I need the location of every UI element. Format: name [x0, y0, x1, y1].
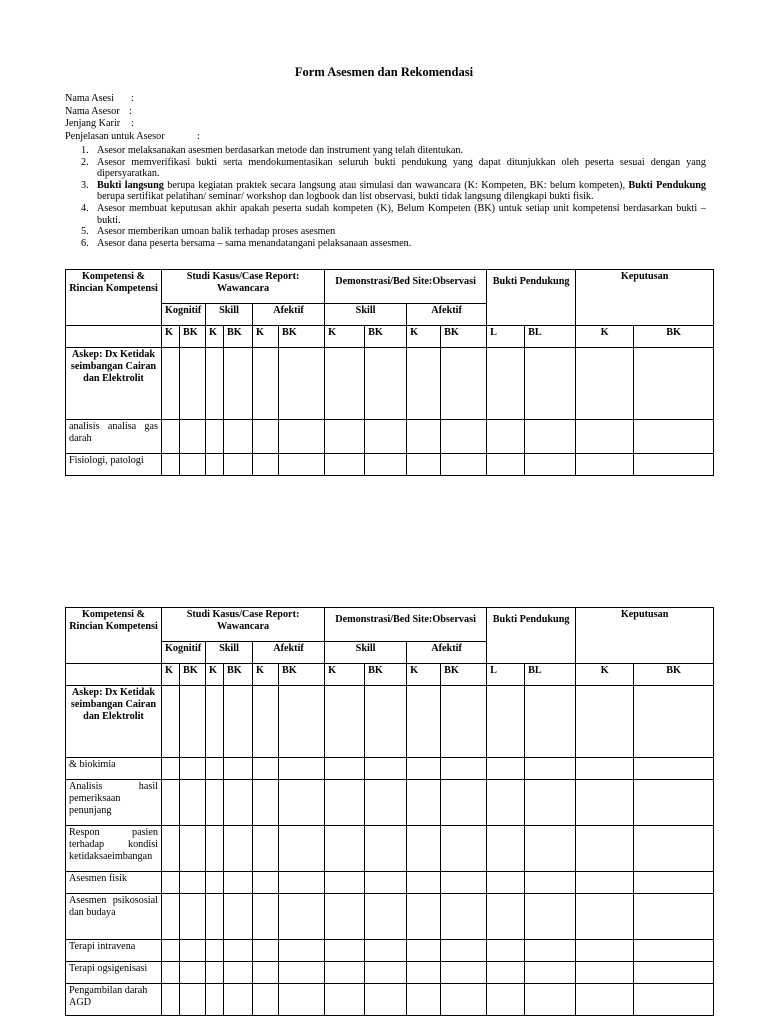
score-cell [365, 894, 407, 940]
score-cell [279, 454, 325, 476]
kognitif-header: Kognitif [162, 304, 206, 326]
instructions-list [81, 145, 706, 249]
k-header: K [407, 664, 441, 686]
competency-label: Terapi intravena [66, 940, 162, 962]
score-cell [325, 454, 365, 476]
table-row [66, 872, 714, 894]
bk-header: BK [180, 664, 206, 686]
score-cell [253, 420, 279, 454]
competency-label: Respon pasien terhadap kondisi ketidaksaeimbangan [66, 826, 162, 872]
score-cell [253, 686, 279, 758]
competency-label: & biokimia [66, 758, 162, 780]
instruction-item [81, 203, 706, 226]
score-cell [253, 894, 279, 940]
score-cell [487, 962, 525, 984]
empty-cell [66, 326, 162, 348]
score-cell [441, 348, 487, 420]
score-cell [162, 686, 180, 758]
score-cell [224, 872, 253, 894]
identity-block [65, 93, 200, 143]
score-cell [325, 348, 365, 420]
score-cell [487, 758, 525, 780]
score-cell [487, 348, 525, 420]
score-cell [180, 894, 206, 940]
score-cell [407, 780, 441, 826]
penjelasan-label: Penjelasan untuk Asesor [65, 130, 165, 142]
header-row [66, 270, 714, 304]
score-cell [206, 872, 224, 894]
k-header: K [162, 664, 180, 686]
k-header: K [576, 326, 634, 348]
instruction-text: Asesor dana peserta bersama – sama menandatangani pelaksanaan assesmen. [97, 237, 412, 249]
score-cell [365, 826, 407, 872]
k-header: K [325, 664, 365, 686]
score-cell [253, 962, 279, 984]
score-cell [206, 454, 224, 476]
k-header: K [206, 326, 224, 348]
score-cell [407, 826, 441, 872]
score-cell [407, 940, 441, 962]
score-cell [441, 872, 487, 894]
instruction-number: 4. [81, 202, 89, 214]
jenjang-karir-colon: : [131, 118, 134, 130]
score-cell [279, 758, 325, 780]
bl-header: BL [525, 326, 576, 348]
askep-row [66, 348, 714, 420]
competency-label: Asesmen fisik [66, 872, 162, 894]
score-cell [407, 348, 441, 420]
instruction-bold-term: Bukti langsung [97, 179, 164, 191]
score-cell [206, 758, 224, 780]
score-cell [441, 454, 487, 476]
score-cell [180, 872, 206, 894]
table-row [66, 420, 714, 454]
score-cell [162, 758, 180, 780]
assessment-table-2 [65, 607, 714, 1016]
score-cell [253, 758, 279, 780]
penjelasan-colon: : [197, 130, 200, 142]
bukti-pendukung-header: Bukti Pendukung [487, 608, 576, 664]
score-cell [634, 686, 714, 758]
bk-header: BK [180, 326, 206, 348]
score-cell [365, 872, 407, 894]
nama-asesor-label: Nama Asesor [65, 105, 120, 117]
header-row [66, 608, 714, 642]
instruction-number: 6. [81, 237, 89, 249]
competency-label: Pengambilan darah AGD [66, 984, 162, 1016]
score-cell [224, 984, 253, 1016]
score-cell [407, 454, 441, 476]
score-cell [180, 962, 206, 984]
table-row [66, 758, 714, 780]
score-cell [576, 984, 634, 1016]
score-cell [487, 872, 525, 894]
instruction-number: 5. [81, 226, 89, 238]
score-cell [407, 758, 441, 780]
score-cell [441, 894, 487, 940]
score-cell [525, 962, 576, 984]
table-row [66, 984, 714, 1016]
score-cell [365, 758, 407, 780]
score-cell [325, 894, 365, 940]
score-cell [365, 420, 407, 454]
instruction-text: berupa sertifikat pelatihan/ seminar/ workshop dan logbook dan list observasi, bukti tidak langsung dilengkapi bukti fisik. [97, 191, 594, 203]
score-cell [365, 348, 407, 420]
instruction-text: Asesor melaksanakan asesmen berdasarkan metode dan instrument yang telah ditentukan. [97, 145, 464, 156]
score-cell [180, 454, 206, 476]
penjelasan-row [65, 131, 200, 144]
score-cell [206, 962, 224, 984]
bk-header: BK [224, 664, 253, 686]
score-cell [180, 940, 206, 962]
k-header: K [206, 664, 224, 686]
demonstrasi-header: Demonstrasi/Bed Site:Observasi [325, 270, 487, 304]
score-cell [487, 420, 525, 454]
score-cell [224, 962, 253, 984]
score-cell [325, 962, 365, 984]
score-cell [634, 780, 714, 826]
score-cell [325, 826, 365, 872]
score-cell [365, 686, 407, 758]
score-cell [576, 758, 634, 780]
instruction-item [81, 145, 706, 157]
skill-header: Skill [206, 304, 253, 326]
score-cell [487, 894, 525, 940]
l-header: L [487, 664, 525, 686]
instruction-text: Asesor memverifikasi bukti serta mendokumentasikan seluruh bukti pendukung yang dapat ditunjukkan oleh peserta sesuai dengan yang dipersyaratkan. [97, 156, 706, 180]
table-row [66, 962, 714, 984]
score-cell [279, 826, 325, 872]
competency-label: analisis analisa gas darah [66, 420, 162, 454]
score-cell [365, 962, 407, 984]
score-cell [576, 894, 634, 940]
score-cell [365, 454, 407, 476]
score-cell [576, 348, 634, 420]
instruction-text: Asesor membuat keputusan akhir apakah peserta sudah kompeten (K), Belum Kompeten (BK) untuk setiap unit kompetensi berdasarkan bukti – bukti. [97, 202, 706, 226]
score-cell [325, 420, 365, 454]
score-cell [279, 962, 325, 984]
score-cell [206, 780, 224, 826]
score-cell [634, 962, 714, 984]
score-cell [180, 826, 206, 872]
score-cell [224, 348, 253, 420]
score-cell [180, 348, 206, 420]
score-cell [525, 940, 576, 962]
score-cell [525, 894, 576, 940]
score-cell [576, 780, 634, 826]
score-cell [180, 686, 206, 758]
bk-header: BK [224, 326, 253, 348]
score-cell [634, 984, 714, 1016]
instruction-text: Asesor memberikan umoan balik terhadap proses asesmen [97, 226, 336, 238]
afektif-header: Afektif [253, 642, 325, 664]
score-cell [162, 420, 180, 454]
bk-header: BK [365, 664, 407, 686]
nama-asesor-colon: : [129, 105, 132, 117]
score-cell [525, 984, 576, 1016]
instruction-number: 3. [81, 179, 89, 191]
table-row [66, 780, 714, 826]
score-cell [279, 940, 325, 962]
score-cell [576, 454, 634, 476]
bl-header: BL [525, 664, 576, 686]
score-cell [206, 826, 224, 872]
score-cell [279, 872, 325, 894]
k-header: K [162, 326, 180, 348]
score-cell [407, 872, 441, 894]
bk-header: BK [279, 326, 325, 348]
score-cell [441, 420, 487, 454]
score-cell [325, 758, 365, 780]
keputusan-header: Keputusan [576, 270, 714, 326]
skill-header: Skill [325, 642, 407, 664]
score-cell [487, 686, 525, 758]
score-cell [634, 826, 714, 872]
bk-header: BK [279, 664, 325, 686]
instruction-number: 2. [81, 156, 89, 168]
competency-label: Terapi ogsigenisasi [66, 962, 162, 984]
score-cell [180, 984, 206, 1016]
score-cell [407, 420, 441, 454]
score-cell [180, 780, 206, 826]
score-cell [253, 826, 279, 872]
score-cell [525, 686, 576, 758]
score-cell [253, 348, 279, 420]
score-cell [441, 940, 487, 962]
score-cell [162, 348, 180, 420]
score-cell [525, 420, 576, 454]
score-cell [279, 420, 325, 454]
bk-header: BK [634, 326, 714, 348]
nama-asesor-row [65, 106, 200, 119]
score-cell [525, 454, 576, 476]
score-cell [162, 984, 180, 1016]
k-header: K [253, 326, 279, 348]
studi-kasus-header: Studi Kasus/Case Report: Wawancara [162, 270, 325, 304]
score-cell [162, 826, 180, 872]
score-cell [576, 962, 634, 984]
score-cell [162, 872, 180, 894]
score-cell [224, 420, 253, 454]
competency-label: Analisis hasil pemeriksaan penunjang [66, 780, 162, 826]
kompetensi-header: Kompetensi & Rincian Kompetensi [66, 270, 162, 326]
k-header: K [407, 326, 441, 348]
nama-asesi-row [65, 93, 200, 106]
keputusan-header: Keputusan [576, 608, 714, 664]
score-cell [253, 454, 279, 476]
score-cell [441, 984, 487, 1016]
table-row [66, 826, 714, 872]
bukti-pendukung-header: Bukti Pendukung [487, 270, 576, 326]
score-cell [407, 984, 441, 1016]
score-cell [407, 962, 441, 984]
bk-header: BK [365, 326, 407, 348]
l-header: L [487, 326, 525, 348]
score-cell [634, 894, 714, 940]
instruction-text: berupa kegiatan praktek secara langsung atau simulasi dan wawancara (K: Kompeten, BK: belum kompeten), [163, 179, 629, 191]
bk-header: BK [441, 326, 487, 348]
score-cell [441, 826, 487, 872]
score-cell [634, 348, 714, 420]
score-cell [487, 826, 525, 872]
skill-header: Skill [206, 642, 253, 664]
table-row [66, 940, 714, 962]
score-cell [279, 894, 325, 940]
page-title: Form Asesmen dan Rekomendasi [294, 65, 474, 79]
score-cell [576, 940, 634, 962]
score-cell [224, 758, 253, 780]
score-cell [487, 940, 525, 962]
score-cell [634, 454, 714, 476]
bk-header: BK [441, 664, 487, 686]
score-cell [224, 780, 253, 826]
score-cell [253, 984, 279, 1016]
score-cell [206, 686, 224, 758]
score-cell [180, 420, 206, 454]
score-cell [180, 758, 206, 780]
instruction-item [81, 180, 706, 203]
table-row [66, 894, 714, 940]
score-cell [576, 686, 634, 758]
score-cell [162, 940, 180, 962]
score-cell [407, 894, 441, 940]
score-cell [206, 420, 224, 454]
score-cell [206, 348, 224, 420]
score-cell [525, 758, 576, 780]
score-cell [634, 940, 714, 962]
jenjang-karir-row [65, 118, 200, 131]
score-cell [162, 454, 180, 476]
kbk-row [66, 326, 714, 348]
score-cell [224, 454, 253, 476]
score-cell [162, 894, 180, 940]
score-cell [253, 940, 279, 962]
score-cell [441, 758, 487, 780]
score-cell [224, 940, 253, 962]
empty-cell [66, 664, 162, 686]
score-cell [365, 780, 407, 826]
score-cell [441, 686, 487, 758]
k-header: K [325, 326, 365, 348]
score-cell [325, 780, 365, 826]
score-cell [634, 420, 714, 454]
instruction-number: 1. [81, 145, 89, 156]
instruction-bold-term: Bukti Pendukung [628, 179, 706, 191]
afektif-header: Afektif [253, 304, 325, 326]
score-cell [253, 780, 279, 826]
score-cell [487, 454, 525, 476]
instruction-item [81, 157, 706, 180]
score-cell [487, 780, 525, 826]
score-cell [576, 826, 634, 872]
score-cell [253, 872, 279, 894]
score-cell [325, 686, 365, 758]
score-cell [224, 686, 253, 758]
assessment-table-1 [65, 269, 714, 476]
score-cell [525, 780, 576, 826]
score-cell [365, 984, 407, 1016]
competency-label: Asesmen psikososial dan budaya [66, 894, 162, 940]
score-cell [325, 984, 365, 1016]
jenjang-karir-label: Jenjang Karir [65, 118, 121, 130]
afektif-header: Afektif [407, 642, 487, 664]
studi-kasus-header: Studi Kasus/Case Report: Wawancara [162, 608, 325, 642]
competency-label: Fisiologi, patologi [66, 454, 162, 476]
kognitif-header: Kognitif [162, 642, 206, 664]
score-cell [224, 894, 253, 940]
askep-label: Askep: Dx Ketidak seimbangan Cairan dan Elektrolit [66, 686, 162, 758]
score-cell [325, 872, 365, 894]
skill-header: Skill [325, 304, 407, 326]
score-cell [162, 780, 180, 826]
score-cell [206, 940, 224, 962]
nama-asesi-colon: : [131, 93, 134, 104]
score-cell [365, 940, 407, 962]
score-cell [279, 780, 325, 826]
score-cell [325, 940, 365, 962]
score-cell [279, 984, 325, 1016]
askep-label: Askep: Dx Ketidak seimbangan Cairan dan Elektrolit [66, 348, 162, 420]
score-cell [224, 826, 253, 872]
score-cell [407, 686, 441, 758]
score-cell [634, 872, 714, 894]
score-cell [576, 420, 634, 454]
afektif-header: Afektif [407, 304, 487, 326]
score-cell [487, 984, 525, 1016]
bk-header: BK [634, 664, 714, 686]
score-cell [279, 348, 325, 420]
score-cell [206, 894, 224, 940]
k-header: K [576, 664, 634, 686]
score-cell [441, 780, 487, 826]
table-row [66, 454, 714, 476]
score-cell [525, 872, 576, 894]
score-cell [634, 758, 714, 780]
instruction-item [81, 238, 706, 250]
kompetensi-header: Kompetensi & Rincian Kompetensi [66, 608, 162, 664]
score-cell [162, 962, 180, 984]
score-cell [206, 984, 224, 1016]
instruction-item [81, 226, 706, 238]
k-header: K [253, 664, 279, 686]
score-cell [279, 686, 325, 758]
askep-row [66, 686, 714, 758]
score-cell [525, 348, 576, 420]
nama-asesi-label: Nama Asesi [65, 93, 114, 104]
score-cell [576, 872, 634, 894]
kbk-row [66, 664, 714, 686]
demonstrasi-header: Demonstrasi/Bed Site:Observasi [325, 608, 487, 642]
score-cell [441, 962, 487, 984]
score-cell [525, 826, 576, 872]
